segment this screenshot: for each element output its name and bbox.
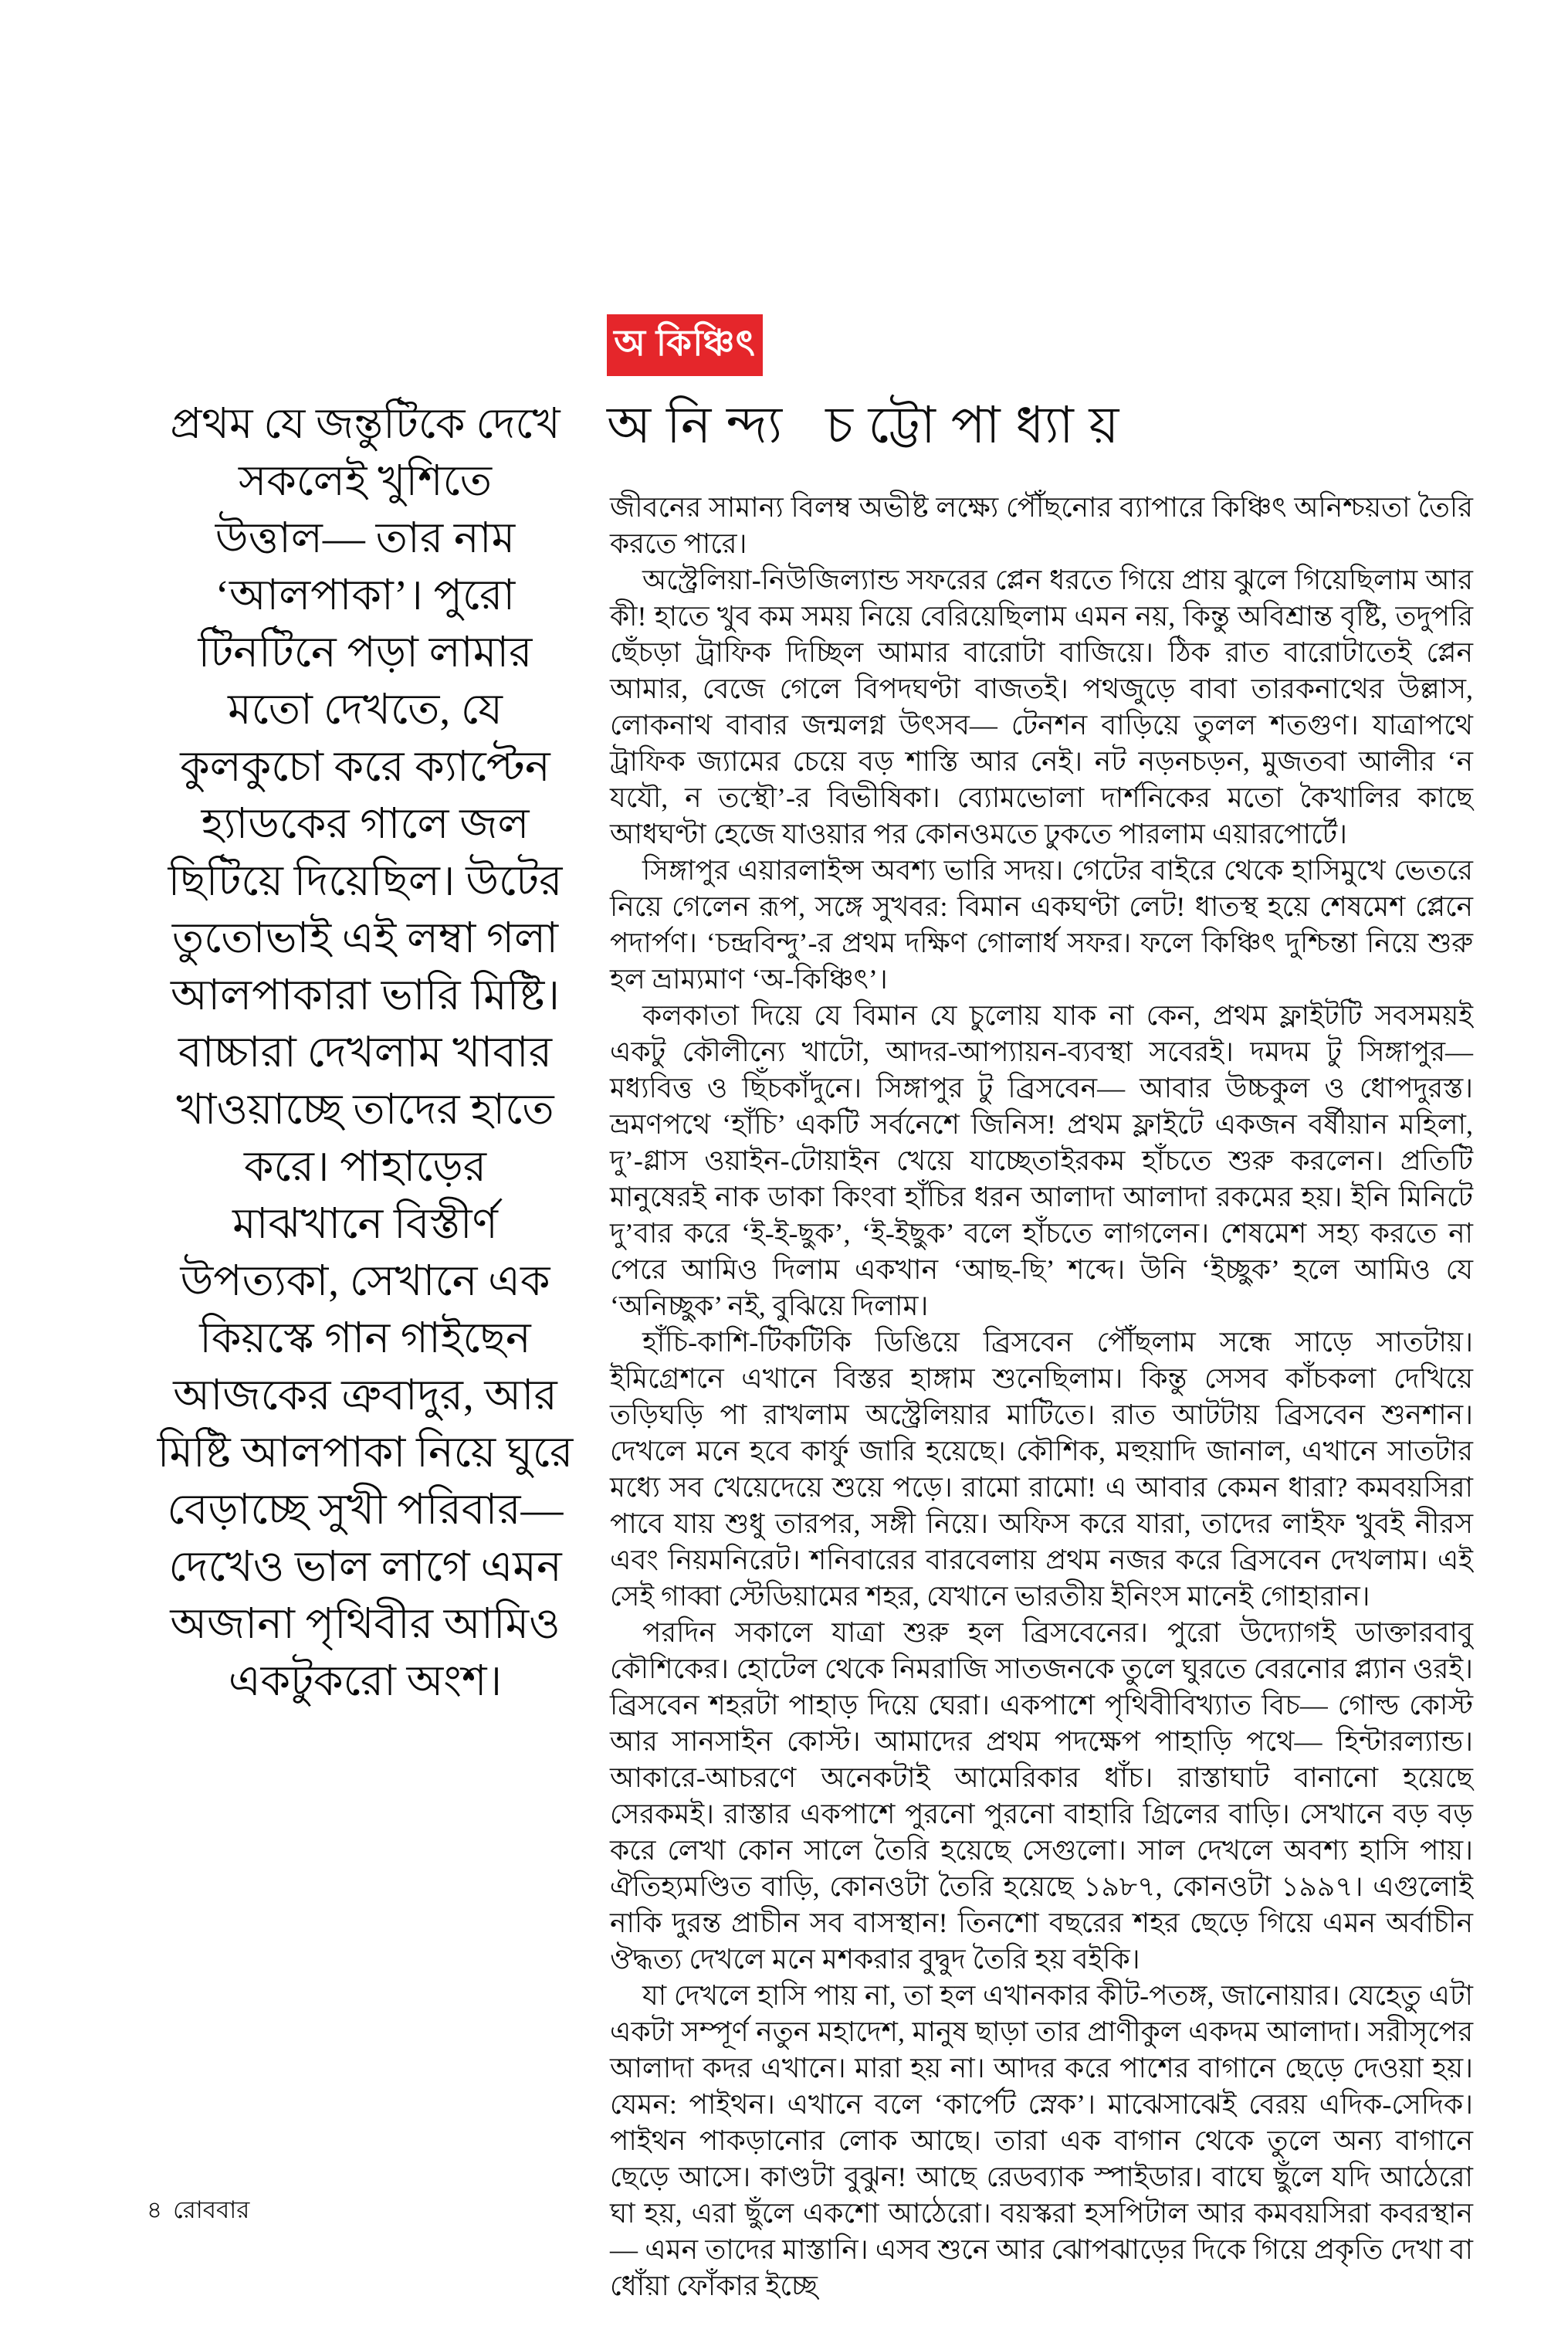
pull-quote-line: তুতোভাই এই লম্বা গলা — [171, 914, 559, 961]
pull-quote-line: করে। পাহাড়ের — [244, 1143, 486, 1190]
article-paragraph: যা দেখলে হাসি পায় না, তা হল এখানকার কীট-পতঙ্গ, জানোয়ার। যেহেতু এটা একটা সম্পূর্ণ নতুন মহাদেশ, মানুষ ছাড়া তার প্রাণীকুল একদম আলাদা। সরীসৃপের আলাদা কদর এখানে। মারা হয় না। আদর করে পাশের বাগানে ছেড়ে দেওয়া হয়। যেমন: পাইথন। এখানে বলে ‘কার্পেট স্নেক’। মাঝেসাঝেই বেরয় এদিক-সেদিক। পাইথন পাকড়ানোর লোক আছে। তারা এক বাগান থেকে তুলে অন্য বাগানে ছেড়ে আসে। কাণ্ডটা বুঝুন! আছে রেডব্যাক স্পাইডার। বাঘে ছুঁলে যদি আঠেরো ঘা হয়, এরা ছুঁলে একশো আঠেরো। বয়স্করা হসপিটাল আর কমবয়সিরা কবরস্থান— এমন তাদের মাস্তানি। এসব শুনে আর ঝোপঝাড়ের দিকে গিয়ে প্রকৃতি দেখা বা ধোঁয়া ফোঁকার ইচ্ছে — [610, 1980, 1473, 2301]
pull-quote — [117, 395, 613, 1710]
pull-quote-line: বাচ্চারা দেখলাম খাবার — [178, 1029, 553, 1076]
pull-quote-line: মিষ্টি আলপাকা নিয়ে ঘুরে — [157, 1429, 574, 1476]
pull-quote-line: বেড়াচ্ছে সুখী পরিবার— — [167, 1486, 564, 1533]
article-body — [610, 490, 1473, 2304]
pull-quote-line: একটুকরো অংশ। — [228, 1657, 503, 1704]
pull-quote-line: দেখেও ভাল লাগে এমন — [168, 1543, 562, 1590]
pull-quote-line: আজকের ত্রুবাদুর, আর — [173, 1372, 557, 1419]
pull-quote-line: টিনটিনে পড়া লামার — [198, 629, 533, 676]
pull-quote-line: ছিটিয়ে দিয়েছিল। উটের — [168, 857, 563, 904]
pull-quote-line: মতো দেখতে, যে — [228, 686, 503, 733]
page-footer — [147, 2192, 249, 2232]
pull-quote-line: খাওয়াচ্ছে তাদের হাতে — [176, 1086, 554, 1133]
pull-quote-line: অজানা পৃথিবীর আমিও — [170, 1600, 560, 1647]
pull-quote-line: উপত্যকা, সেখানে এক — [180, 1257, 550, 1304]
article-paragraph: পরদিন সকালে যাত্রা শুরু হল ব্রিসবেনের। পুরো উদ্যোগই ডাক্তারবাবু কৌশিকের। হোটেল থেকে নিমরাজি সাতজনকে তুলে ঘুরতে বেরনোর প্ল্যান ওরই। ব্রিসবেন শহরটা পাহাড় দিয়ে ঘেরা। একপাশে পৃথিবীবিখ্যাত বিচ— গোল্ড কোস্ট আর সানসাইন কোস্ট। আমাদের প্রথম পদক্ষেপ পাহাড়ি পথে— হিন্টারল্যান্ড। আকারে-আচরণে অনেকটাই আমেরিকার ধাঁচ। রাস্তাঘাট বানানো হয়েছে সেরকমই। রাস্তার একপাশে পুরনো পুরনো বাহারি গ্রিলের বাড়ি। সেখানে বড় বড় করে লেখা কোন সালে তৈরি হয়েছে সেগুলো। সাল দেখলে অবশ্য হাসি পায়। ঐতিহ্যমণ্ডিত বাড়ি, কোনওটা তৈরি হয়েছে ১৯৮৭, কোনওটা ১৯৯৭। এগুলোই নাকি দুরন্ত প্রাচীন সব বাসস্থান! তিনশো বছরের শহর ছেড়ে গিয়ে এমন অর্বাচীন ঔদ্ধত্য দেখলে মনে মশকরার বুদ্বুদ তৈরি হয় বইকি। — [610, 1617, 1473, 1975]
author-name: অনিন্দ্য চট্টোপাধ্যায় — [607, 398, 1135, 454]
magazine-name: রোববার — [173, 2196, 250, 2223]
pull-quote-line: কিয়স্কে গান গাইছেন — [199, 1314, 531, 1361]
pull-quote-line: উত্তাল— তার নাম — [215, 514, 516, 561]
pull-quote-line: সকলেই খুশিতে — [238, 457, 492, 504]
article-paragraph: কলকাতা দিয়ে যে বিমান যে চুলোয় যাক না কেন, প্রথম ফ্লাইটটি সবসময়ই একটু কৌলীন্যে খাটো, আদর-আপ্যায়ন-ব্যবস্থা সবেরই। দমদম টু সিঙ্গাপুর— মধ্যবিত্ত ও ছিঁচকাঁদুনে। সিঙ্গাপুর টু ব্রিসবেন— আবার উচ্চকুল ও ধোপদুরস্ত। ভ্রমণপথে ‘হাঁচি’ একটি সর্বনেশে জিনিস! প্রথম ফ্লাইটে একজন বর্ষীয়ান মহিলা, দু’-গ্লাস ওয়াইন-টোয়াইন খেয়ে যাচ্ছেতাইরকম হাঁচতে শুরু করলেন। প্রতিটি মানুষেরই নাক ডাকা কিংবা হাঁচির ধরন আলাদা আলাদা রকমের হয়। ইনি মিনিটে দু’বার করে ‘ই-ই-ছুক’, ‘ই-ইছুক’ বলে হাঁচতে লাগলেন। শেষমেশ সহ্য করতে না পেরে আমিও দিলাম একখান ‘আছ-ছি’ শব্দে। উনি ‘ইচ্ছুক’ হলে আমিও যে ‘অনিচ্ছুক’ নই, বুঝিয়ে দিলাম। — [610, 1000, 1473, 1321]
section-kicker-badge: অ কিঞ্চিৎ — [607, 314, 763, 376]
article-paragraph: সিঙ্গাপুর এয়ারলাইন্স অবশ্য ভারি সদয়। গেটের বাইরে থেকে হাসিমুখে ভেতরে নিয়ে গেলেন রূপ, সঙ্গে সুখবর: বিমান একঘণ্টা লেট! ধাতস্থ হয়ে শেষমেশ প্লেনে পদার্পণ। ‘চন্দ্রবিন্দু’-র প্রথম দক্ষিণ গোলার্ধ সফর। ফলে কিঞ্চিৎ দুশ্চিন্তা নিয়ে শুরু হল ভ্রাম্যমাণ ‘অ-কিঞ্চিৎ’। — [610, 855, 1473, 995]
article-paragraph: জীবনের সামান্য বিলম্ব অভীষ্ট লক্ষ্যে পৌঁছনোর ব্যাপারে কিঞ্চিৎ অনিশ্চয়তা তৈরি করতে পারে। — [610, 492, 1473, 559]
pull-quote-line: মাঝখানে বিস্তীর্ণ — [232, 1200, 498, 1247]
pull-quote-line: প্রথম যে জন্তুটিকে দেখে — [170, 400, 560, 447]
article-paragraph: হাঁচি-কাশি-টিকটিকি ডিঙিয়ে ব্রিসবেন পৌঁছলাম সন্ধে সাড়ে সাতটায়। ইমিগ্রেশনে এখানে বিস্তর হাঙ্গাম শুনেছিলাম। কিন্তু সেসব কাঁচকলা দেখিয়ে তড়িঘড়ি পা রাখলাম অস্ট্রেলিয়ার মাটিতে। রাত আটটায় ব্রিসবেন শুনশান। দেখলে মনে হবে কার্ফু জারি হয়েছে। কৌশিক, মহুয়াদি জানাল, এখানে সাতটার মধ্যে সব খেয়েদেয়ে শুয়ে পড়ে। রামো রামো! এ আবার কেমন ধারা? কমবয়সিরা পাবে যায় শুধু তারপর, সঙ্গী নিয়ে। অফিস করে যারা, তাদের লাইফ খুবই নীরস এবং নিয়মনিরেট। শনিবারের বারবেলায় প্রথম নজর করে ব্রিসবেন দেখলাম। এই সেই গাব্বা স্টেডিয়ামের শহর, যেখানে ভারতীয় ইনিংস মানেই গোহারান। — [610, 1327, 1473, 1612]
article-paragraph: অস্ট্রেলিয়া-নিউজিল্যান্ড সফরের প্লেন ধরতে গিয়ে প্রায় ঝুলে গিয়েছিলাম আর কী! হাতে খুব কম সময় নিয়ে বেরিয়েছিলাম এমন নয়, কিন্তু অবিশ্রান্ত বৃষ্টি, তদুপরি ছেঁচড়া ট্রাফিক দিচ্ছিল আমার বারোটা বাজিয়ে। ঠিক রাত বারোটাতেই প্লেন আমার, বেজে গেলে বিপদঘণ্টা বাজতই। পথজুড়ে বাবা তারকনাথের উল্লাস, লোকনাথ বাবার জন্মলগ্ন উৎসব— টেনশন বাড়িয়ে তুলল শতগুণ। যাত্রাপথে ট্রাফিক জ্যামের চেয়ে বড় শাস্তি আর নেই। নট নড়নচড়ন, মুজতবা আলীর ‘ন যযৌ, ন তস্থৌ’-র বিভীষিকা। ব্যোমভোলা দার্শনিকের মতো কৈখালির কাছে আধঘণ্টা হেজে যাওয়ার পর কোনওমতে ঢুকতে পারলাম এয়ারপোর্টে। — [610, 565, 1473, 849]
pull-quote-line: ‘আলপাকা’। পুরো — [215, 571, 516, 619]
page-number: ৪ — [147, 2196, 163, 2223]
pull-quote-line: আলপাকারা ভারি মিষ্টি। — [170, 971, 560, 1019]
pull-quote-line: কুলকুচো করে ক্যাপ্টেন — [180, 743, 550, 790]
pull-quote-line: হ্যাডকের গালে জল — [201, 800, 530, 847]
